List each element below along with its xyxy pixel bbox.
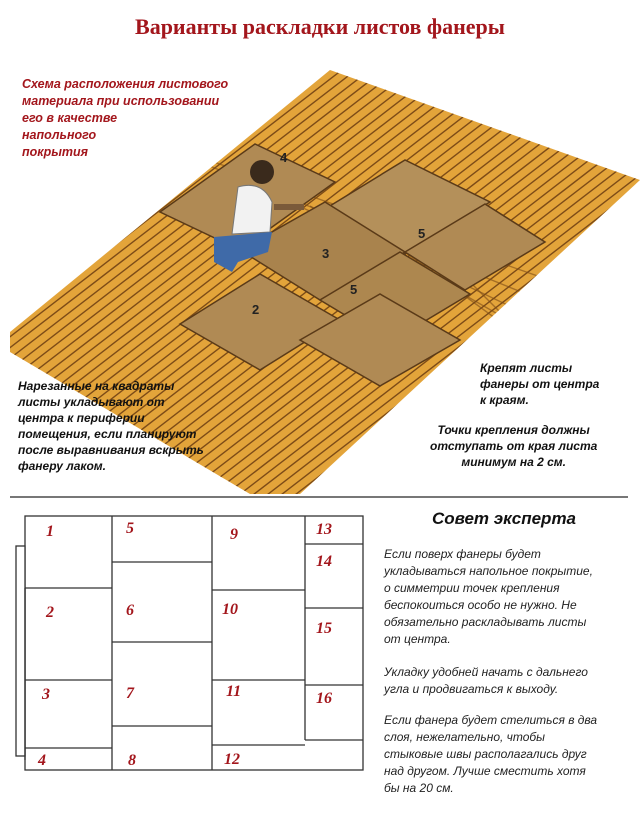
plan-sheet-12: 12 (224, 751, 240, 768)
sheet-number-5-center: 5 (350, 282, 358, 297)
plan-sheet-3: 3 (42, 686, 50, 703)
plan-sheet-1: 1 (46, 523, 54, 540)
plan-door (16, 546, 25, 756)
plan-sheet-16: 16 (316, 690, 332, 707)
expert-tip-paragraph-2: Укладку удобней начать с дальнего угла и продвигаться к выходу. (384, 665, 588, 696)
plan-sheet-6: 6 (126, 602, 134, 619)
expert-tip-title: Совет эксперта (431, 509, 577, 528)
plan-sheet-9: 9 (230, 526, 238, 543)
floor-plan (0, 500, 370, 800)
plan-sheet-10: 10 (222, 601, 238, 618)
plan-sheet-8: 8 (128, 752, 136, 769)
right-note-distance: Точки крепления должны отступать от края листа минимум на 2 см. (430, 423, 598, 469)
plan-sheet-2: 2 (46, 604, 54, 621)
plan-sheet-14: 14 (316, 553, 332, 570)
plan-sheet-4: 4 (38, 752, 46, 769)
sheet-number-3: 3 (322, 246, 330, 261)
plan-sheet-13: 13 (316, 521, 332, 538)
plan-sheet-5: 5 (126, 520, 134, 537)
sheet-number-4: 4 (280, 150, 288, 165)
right-note-fastening: Крепят листы фанеры от центра к краям. (480, 361, 600, 407)
page-title: Варианты раскладки листов фанеры (135, 14, 505, 39)
sheet-number-2: 2 (252, 302, 260, 317)
top-note: Схема расположения листового материала при использовании его в качестве напольного покрытия (22, 77, 229, 159)
sheet-number-5-right: 5 (418, 226, 426, 241)
section-divider (10, 496, 628, 498)
plan-sheet-7: 7 (126, 685, 134, 702)
expert-tip-paragraph-1: Если поверх фанеры будет укладываться напольное покрытие, о симметрии точек крепления беспокоиться особо не нужно. Не обязательно раскладывать листы от центра. (384, 547, 593, 646)
expert-tip-paragraph-3: Если фанера будет стелиться в два слоя, нежелательно, чтобы стыковые швы располагались друг над другом. Лучше сместить хотя бы на 20 см. (384, 713, 598, 795)
plan-sheet-15: 15 (316, 620, 332, 637)
left-note: Нарезанные на квадраты листы укладывают от центра к периферии помещения, если планируют после выравнивания вскрыть фанеру лаком. (18, 379, 204, 473)
plan-outline (25, 516, 363, 770)
plan-sheet-11: 11 (226, 683, 242, 700)
